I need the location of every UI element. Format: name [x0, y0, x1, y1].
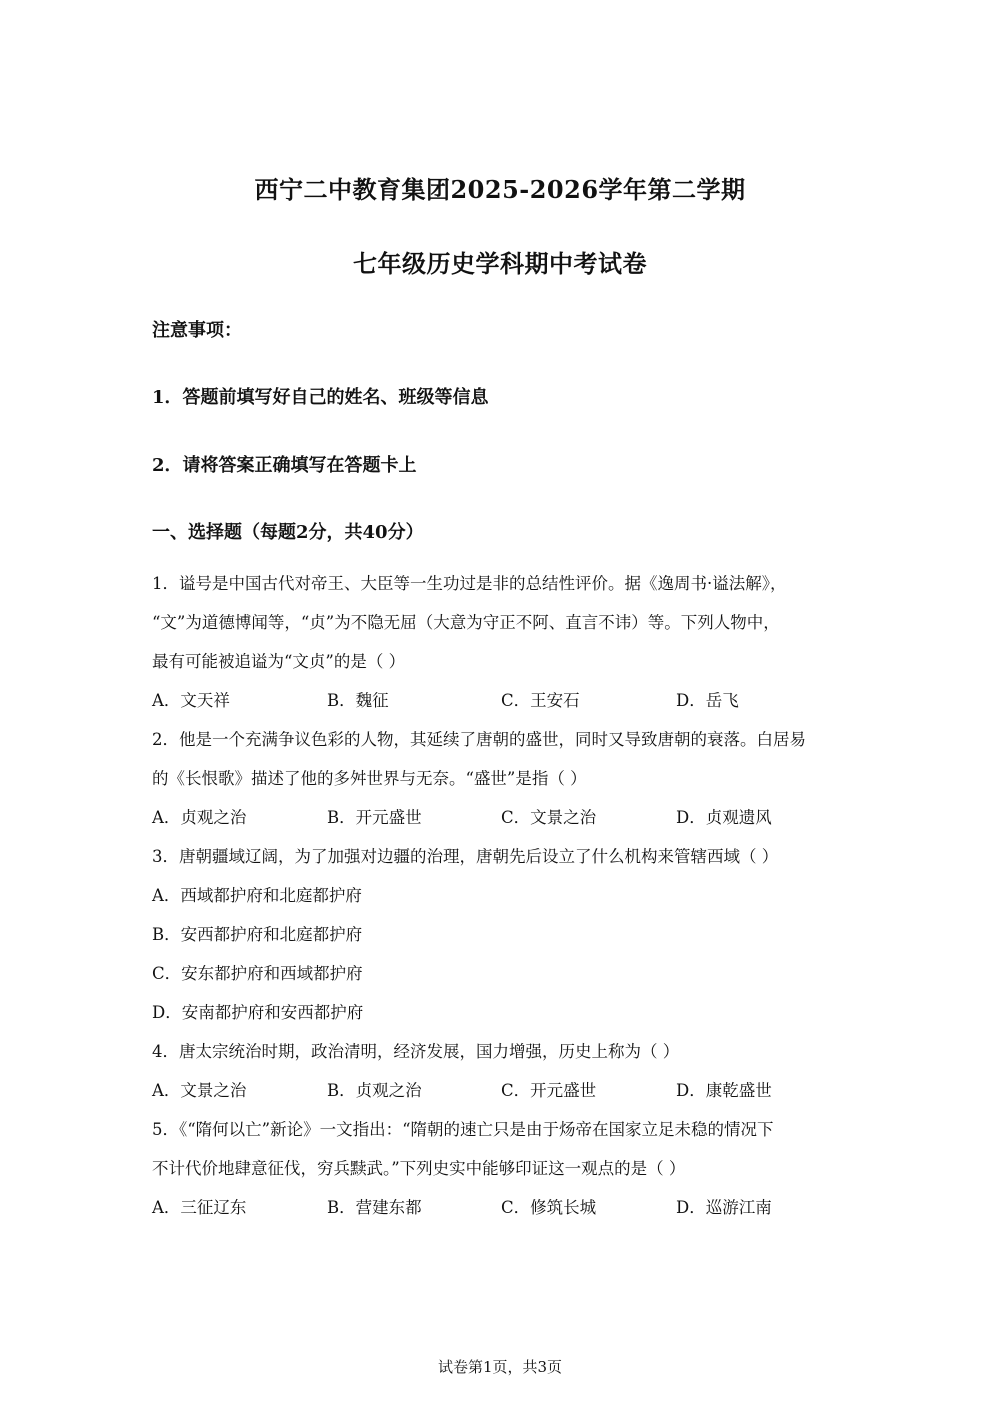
question-4-option-a: A．文景之治	[152, 1081, 247, 1100]
question-1-option-d: D．岳飞	[676, 691, 739, 710]
question-2-option-c: C．文景之治	[501, 808, 597, 827]
question-1-option-b: B．魏征	[327, 691, 389, 710]
notice-item: 1．答题前填写好自己的姓名、班级等信息	[152, 387, 489, 408]
question-4-option-d: D．康乾盛世	[676, 1081, 772, 1100]
question-5-text: 5．《“隋何以亡”新论》一文指出：“隋朝的速亡只是由于炀帝在国家立足未稳的情况下	[152, 1120, 774, 1139]
question-4-option-c: C．开元盛世	[501, 1081, 597, 1100]
question-2-option-b: B．开元盛世	[327, 808, 422, 827]
page-footer: 试卷第1页，共3页	[437, 1358, 563, 1376]
notice-item: 2．请将答案正确填写在答题卡上	[152, 455, 417, 476]
question-1-text: “文”为道德博闻等，“贞”为不隐无屈（大意为守正不阿、直言不讳）等。下列人物中，	[152, 613, 780, 632]
question-4-option-b: B．贞观之治	[327, 1081, 422, 1100]
question-5-text: 不计代价地肆意征伐，穷兵黩武。”下列史实中能够印证这一观点的是（ ）	[152, 1159, 686, 1178]
question-5-option-a: A．三征辽东	[152, 1198, 247, 1217]
exam-title-line2: 七年级历史学科期中考试卷	[353, 249, 647, 278]
question-4-text: 4．唐太宗统治时期，政治清明，经济发展，国力增强，历史上称为（ ）	[152, 1042, 680, 1061]
question-5-option-b: B．营建东都	[327, 1198, 422, 1217]
exam-title-line1: 西宁二中教育集团2025-2026学年第二学期	[254, 175, 746, 204]
question-1-text: 最有可能被追谥为“文贞”的是（ ）	[152, 652, 406, 671]
question-3-text: 3．唐朝疆域辽阔，为了加强对边疆的治理，唐朝先后设立了什么机构来管辖西域（ ）	[152, 847, 779, 866]
question-5-option-c: C．修筑长城	[501, 1198, 597, 1217]
question-2-option-a: A．贞观之治	[152, 808, 247, 827]
question-2-text: 2．他是一个充满争议色彩的人物，其延续了唐朝的盛世，同时又导致唐朝的衰落。白居易	[152, 730, 806, 749]
question-2-text: 的《长恨歌》描述了他的多舛世界与无奈。“盛世”是指（ ）	[152, 769, 587, 788]
question-3-option-a: A．西域都护府和北庭都护府	[152, 886, 362, 905]
question-2-option-d: D．贞观遗风	[676, 808, 772, 827]
question-1-option-a: A．文天祥	[152, 691, 230, 710]
section-heading: 一、选择题（每题2分，共40分）	[152, 522, 424, 543]
question-3-option-c: C．安东都护府和西域都护府	[152, 964, 363, 983]
notice-heading: 注意事项：	[152, 320, 242, 341]
question-5-option-d: D．巡游江南	[676, 1198, 772, 1217]
question-3-option-d: D．安南都护府和安西都护府	[152, 1003, 364, 1022]
question-1-text: 1．谥号是中国古代对帝王、大臣等一生功过是非的总结性评价。据《逸周书·谥法解》，	[152, 574, 787, 593]
question-3-option-b: B．安西都护府和北庭都护府	[152, 925, 363, 944]
question-1-option-c: C．王安石	[501, 691, 580, 710]
